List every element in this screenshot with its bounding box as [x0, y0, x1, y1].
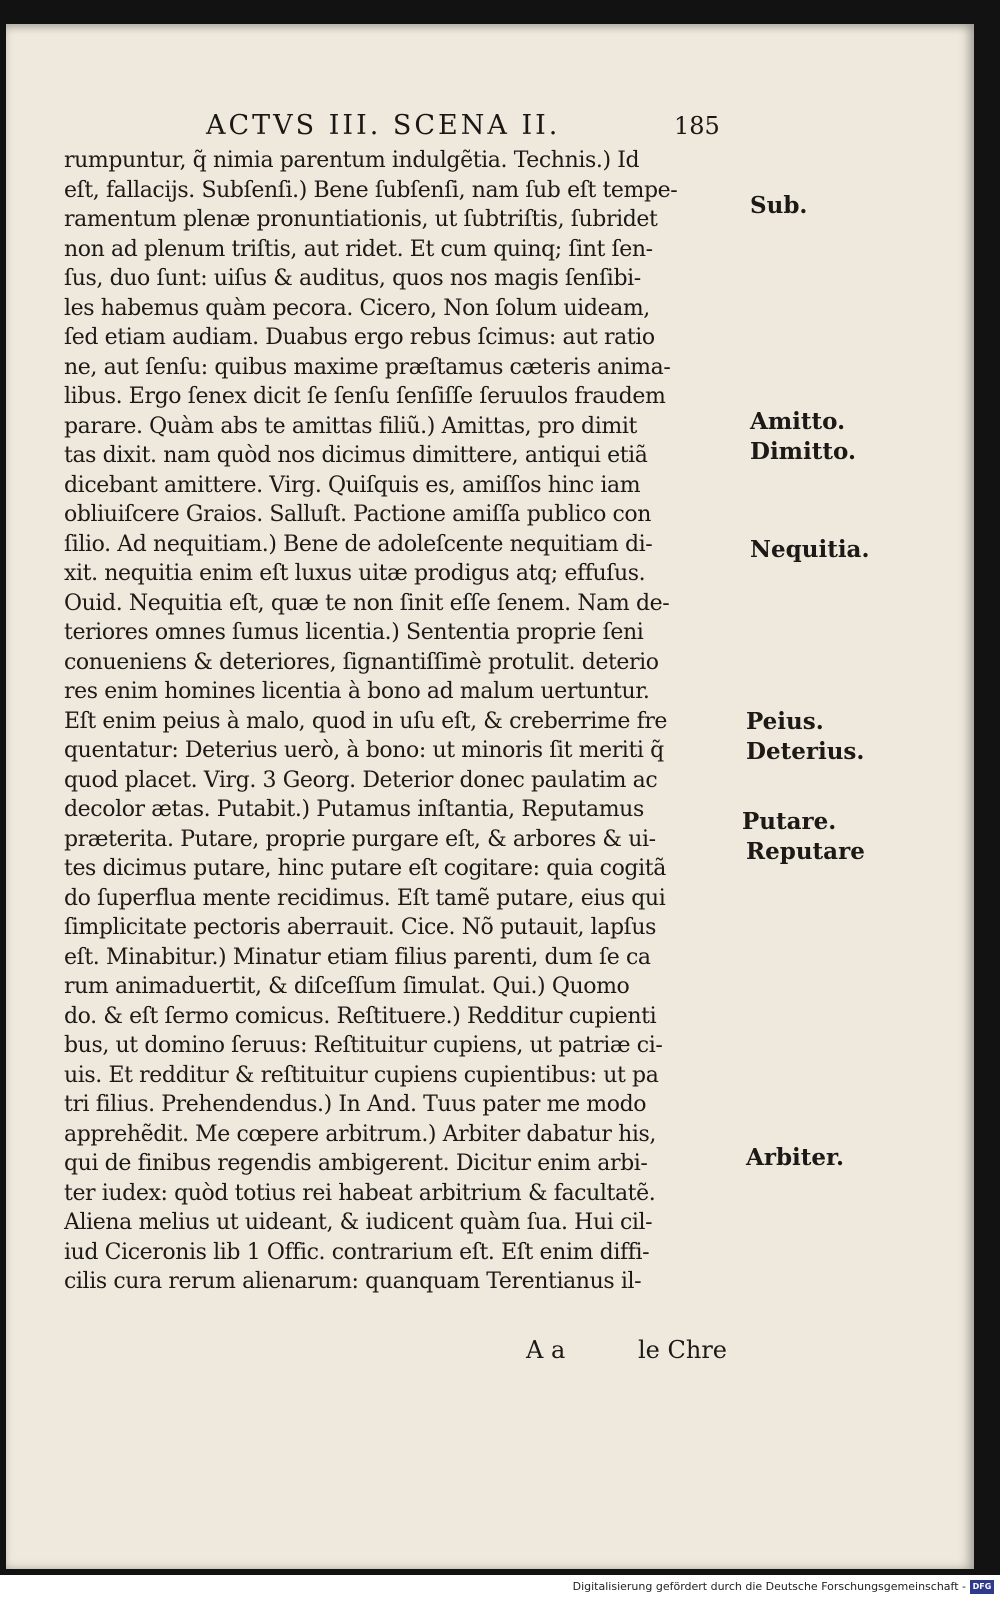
text-line: uis. Et redditur & reſtituitur cupiens cupientibus: ut pa: [64, 1062, 659, 1088]
text-line: iud Ciceronis lib 1 Offic. contrarium eſt. Eſt enim diffi-: [64, 1239, 650, 1265]
text-line: ſilio. Ad nequitiam.) Bene de adoleſcente nequitiam di-: [64, 531, 653, 557]
text-line: tri filius. Prehendendus.) In And. Tuus pater me modo: [64, 1092, 647, 1117]
margin-note-peius: Peius.: [746, 708, 824, 735]
funding-credit: Digitalisierung gefördert durch die Deutsche Forschungsgemeinschaft -: [572, 1580, 966, 1593]
dfg-logo: DFG: [970, 1580, 994, 1594]
text-line: eſt. Minabitur.) Minatur etiam filius parenti, dum ſe ca: [64, 944, 651, 970]
margin-note-deterius: Deterius.: [746, 738, 865, 765]
text-line: eſt, fallacijs. Subſenſi.) Bene ſubſenſi, nam ſub eſt tempe-: [64, 177, 678, 203]
text-line: Aliena melius ut uideant, & iudicent quàm ſua. Hui cil-: [64, 1210, 653, 1235]
page-number: 185: [674, 112, 720, 140]
text-line: dicebant amittere. Virg. Quiſquis es, amiſſos hinc iam: [64, 472, 641, 498]
text-line: teriores omnes ſumus licentia.) Sententia proprie ſeni: [64, 620, 644, 645]
text-line: parare. Quàm abs te amittas filiũ.) Amittas, pro dimit: [64, 413, 637, 439]
text-line: tes dicimus putare, hinc putare eſt cogitare: quia cogitã: [64, 856, 666, 881]
text-line: Eſt enim peius à malo, quod in uſu eſt, & creberrime fre: [64, 708, 668, 734]
text-line: quentatur: Deterius uerò, à bono: ut minoris ſit meriti q̃: [64, 738, 664, 763]
margin-note-arbiter: Arbiter.: [746, 1144, 845, 1171]
text-line: ter iudex: quòd totius rei habeat arbitrium & facultatẽ.: [64, 1180, 656, 1206]
text-line: cilis cura rerum alienarum: quanquam Terentianus il-: [64, 1269, 642, 1294]
margin-note-sub: Sub.: [750, 192, 808, 219]
text-line: bus, ut domino ſeruus: Reſtituitur cupiens, ut patriæ ci-: [64, 1033, 663, 1058]
text-line: ne, aut ſenſu: quibus maxime præſtamus cæteris anima-: [64, 354, 671, 380]
footer: [0, 1575, 1000, 1601]
text-line: ſimplicitate pectoris aberrauit. Cice. Nõ putauit, lapſus: [64, 915, 657, 940]
text-line: xit. nequitia enim eſt luxus uitæ prodigus atq; effuſus.: [64, 561, 646, 586]
text-line: les habemus quàm pecora. Cicero, Non ſolum uideam,: [64, 295, 650, 321]
text-line: res enim homines licentia à bono ad malum uertuntur.: [64, 679, 650, 704]
book-page: [6, 24, 974, 1569]
text-line: quod placet. Virg. 3 Georg. Deterior donec paulatim ac: [64, 767, 658, 793]
text-line: ſed etiam audiam. Duabus ergo rebus ſcimus: aut ratio: [64, 325, 655, 350]
text-line: obliuiſcere Graios. Salluſt. Pactione amiſſa publico con: [64, 502, 652, 527]
text-line: rumpuntur, q̃ nimia parentum indulgẽtia. Technis.) Id: [64, 148, 640, 173]
text-line: apprehẽdit. Me cœpere arbitrum.) Arbiter dabatur his,: [64, 1121, 657, 1147]
text-line: non ad plenum triſtis, aut ridet. Et cum quinq; ſint ſen-: [64, 236, 653, 262]
text-line: tas dixit. nam quòd nos dicimus dimittere, antiqui etiã: [64, 443, 648, 468]
signature-mark: A a: [526, 1336, 566, 1364]
text-line: Ouid. Nequitia eſt, quæ te non ſinit eſſe ſenem. Nam de-: [64, 590, 670, 616]
text-line: do. & eſt ſermo comicus. Reſtituere.) Redditur cupienti: [64, 1003, 657, 1029]
margin-note-reputare: Reputare: [746, 838, 865, 865]
text-line: conueniens & deteriores, ſignantiſſimè protulit. deterio: [64, 649, 659, 675]
text-line: libus. Ergo ſenex dicit ſe ſenſu ſenſiſſe ſeruulos fraudem: [64, 384, 666, 409]
text-line: rum animaduertit, & diſceſſum ſimulat. Qui.) Quomo: [64, 974, 630, 999]
text-line: ramentum plenæ pronuntiationis, ut ſubtriſtis, ſubridet: [64, 207, 658, 232]
text-line: præterita. Putare, proprie purgare eſt, & arbores & ui-: [64, 826, 656, 852]
text-line: do ſuperflua mente recidimus. Eſt tamẽ putare, eius qui: [64, 885, 666, 911]
text-line: ſus, duo ſunt: uiſus & auditus, quos nos magis ſenſibi-: [64, 266, 641, 291]
running-head: ACTVS III. SCENA II.: [206, 110, 561, 141]
catchword: le Chre: [638, 1336, 728, 1364]
margin-note-putare: Putare.: [742, 808, 837, 835]
body-text: [64, 146, 754, 1297]
text-line: decolor ætas. Putabit.) Putamus inſtantia, Reputamus: [64, 797, 644, 822]
margin-note-dimitto: Dimitto.: [750, 438, 856, 465]
text-line: qui de finibus regendis ambigerent. Dicitur enim arbi-: [64, 1151, 648, 1176]
margin-note-amitto: Amitto.: [750, 408, 846, 435]
margin-note-nequitia: Nequitia.: [750, 536, 870, 563]
